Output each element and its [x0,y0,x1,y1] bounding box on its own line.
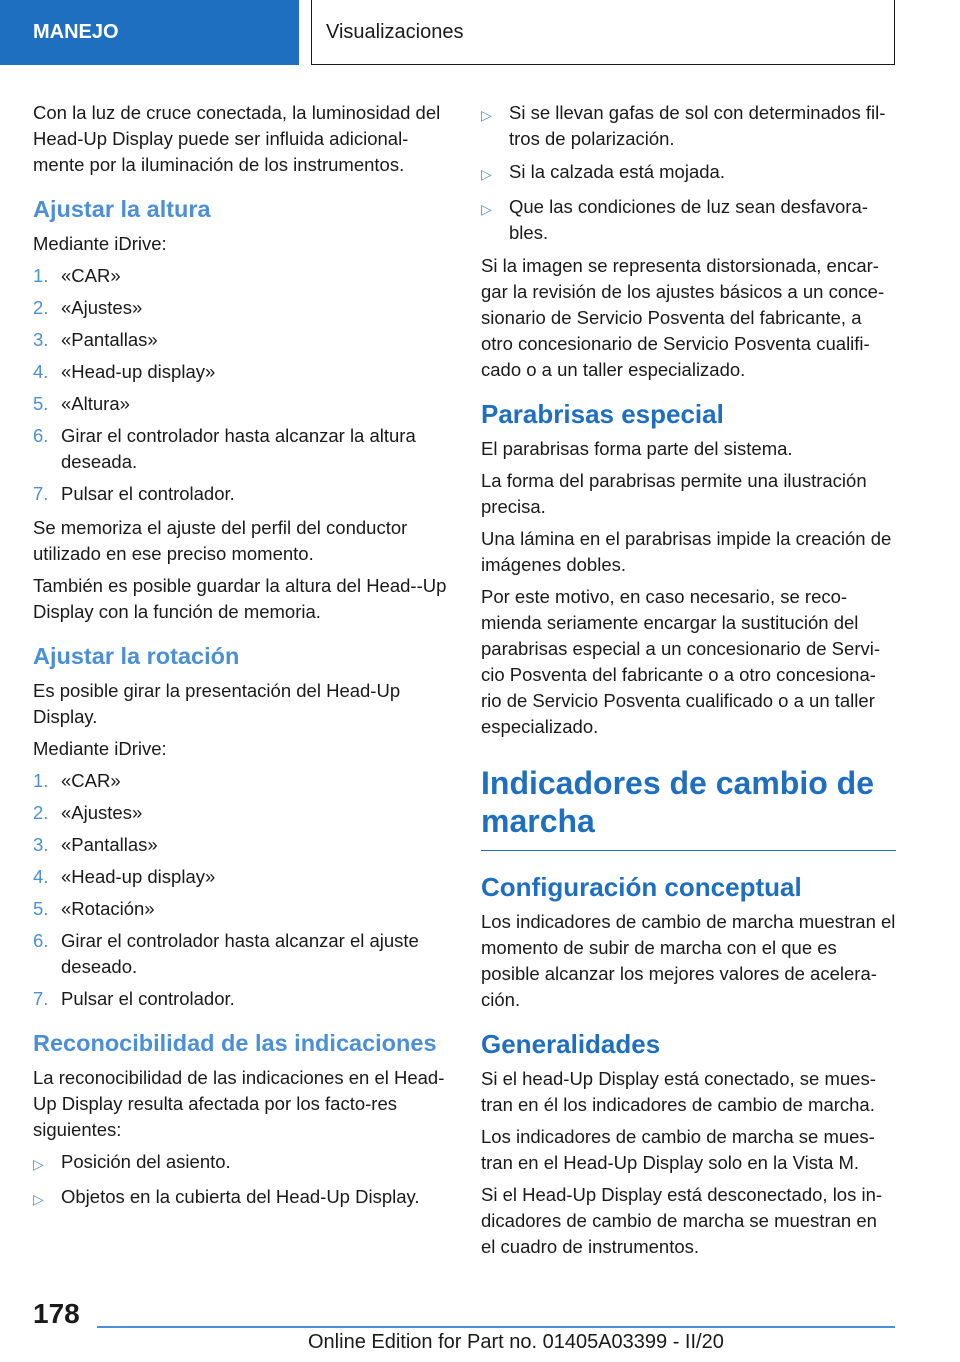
heading-reconocibilidad: Reconocibilidad de las indicaciones [33,1030,437,1056]
list-item: 3. «Pantallas» [33,329,158,350]
chapter-title: Visualizaciones [311,0,895,65]
rotacion-paragraph: Es posible girar la presentación del Head-Up Display. [33,680,401,727]
list-item: ▷ Posición del asiento. [33,1149,451,1177]
list-item: ▷ Que las condiciones de luz sean desfavora-bles. [481,194,896,246]
triangle-bullet-icon: ▷ [33,1191,44,1207]
heading-ajustar-rotacion: Ajustar la rotación [33,643,240,669]
list-item: 7. Pulsar el controlador. [33,483,235,504]
parabrisas-paragraph-2: La forma del parabrisas permite una ilustración precisa. [481,470,867,517]
factor-bullets [481,100,896,246]
altura-paragraph-2: También es posible guardar la altura del Head--Up Display con la función de memoria. [33,575,447,622]
list-item: 6. Girar el controlador hasta alcanzar el ajuste deseado. [33,930,419,977]
triangle-bullet-icon: ▷ [33,1156,44,1172]
general-paragraph-3: Si el Head-Up Display está desconectado, los in-dicadores de cambio de marcha se muestran en el cuadro de instrumentos. [481,1184,883,1257]
footer-edition: Online Edition for Part no. 01405A03399 - II/20 [308,1331,724,1353]
list-item: 4. «Head-up display» [33,361,216,382]
list-item: 5. «Rotación» [33,898,155,919]
triangle-bullet-icon: ▷ [481,166,492,182]
rotacion-steps [33,768,451,1012]
reconoc-bullets [33,1149,451,1212]
list-item: 4. «Head-up display» [33,866,216,887]
list-item: 6. Girar el controlador hasta alcanzar la altura deseada. [33,425,416,472]
parabrisas-paragraph-1: El parabrisas forma parte del sistema. [481,438,793,459]
rotacion-lead: Mediante iDrive: [33,738,167,759]
list-item: 2. «Ajustes» [33,297,143,318]
footer-divider [97,1326,895,1328]
right-column [481,100,896,1266]
reconoc-paragraph: La reconocibilidad de las indicaciones en el Head-Up Display resulta afectada por los facto-res siguientes: [33,1067,445,1140]
general-paragraph-2: Los indicadores de cambio de marcha se mues-tran en el Head-Up Display solo en la Vista M. [481,1126,875,1173]
altura-steps [33,263,451,507]
heading-configuracion: Configuración conceptual [481,872,802,902]
heading-parabrisas: Parabrisas especial [481,399,724,429]
list-item: 2. «Ajustes» [33,802,143,823]
list-item: 3. «Pantallas» [33,834,158,855]
page-number: 178 [33,1298,80,1329]
triangle-bullet-icon: ▷ [481,201,492,217]
list-item: 5. «Altura» [33,393,130,414]
triangle-bullet-icon: ▷ [481,107,492,123]
list-item: ▷ Si la calzada está mojada. [481,159,896,187]
section-tab: MANEJO [0,0,299,65]
config-paragraph: Los indicadores de cambio de marcha muestran el momento de subir de marcha con el que es posible alcanzar los mejores valores de acelera-ción. [481,911,896,1010]
list-item: ▷ Objetos en la cubierta del Head-Up Display. [33,1184,451,1212]
general-paragraph-1: Si el head-Up Display está conectado, se mues-tran en él los indicadores de cambio de marcha. [481,1068,876,1115]
parabrisas-paragraph-4: Por este motivo, en caso necesario, se reco-mienda seriamente encargar la sustitución del parabrisas especial a un concesionario de Servi-cio Posventa del fabricante o a otro concesiona-rio de Servicio Posventa cualificado o a un taller especializado. [481,586,880,737]
parabrisas-paragraph-3: Una lámina en el parabrisas impide la creación de imágenes dobles. [481,528,892,575]
altura-paragraph-1: Se memoriza el ajuste del perfil del conductor utilizado en ese preciso momento. [33,517,408,564]
list-item: 1. «CAR» [33,265,121,286]
heading-generalidades: Generalidades [481,1029,661,1059]
list-item: ▷ Si se llevan gafas de sol con determinados fil-tros de polarización. [481,100,896,152]
heading-indicadores-cambio: Indicadores de cambio de marcha [481,764,896,851]
list-item: 7. Pulsar el controlador. [33,988,235,1009]
heading-ajustar-altura: Ajustar la altura [33,196,211,222]
distorsion-paragraph: Si la imagen se representa distorsionada, encar-gar la revisión de los ajustes básicos a un conce-sionario de Servicio Posventa del fabricante, a otro concesionario de Servicio Posventa cualifi-cado o a un taller especializado. [481,255,885,380]
list-item: 1. «CAR» [33,770,121,791]
altura-lead: Mediante iDrive: [33,233,167,254]
left-column [33,100,451,1219]
intro-paragraph: Con la luz de cruce conectada, la luminosidad del Head-Up Display puede ser influida adicional-mente por la iluminación de los instrumentos. [33,102,441,175]
